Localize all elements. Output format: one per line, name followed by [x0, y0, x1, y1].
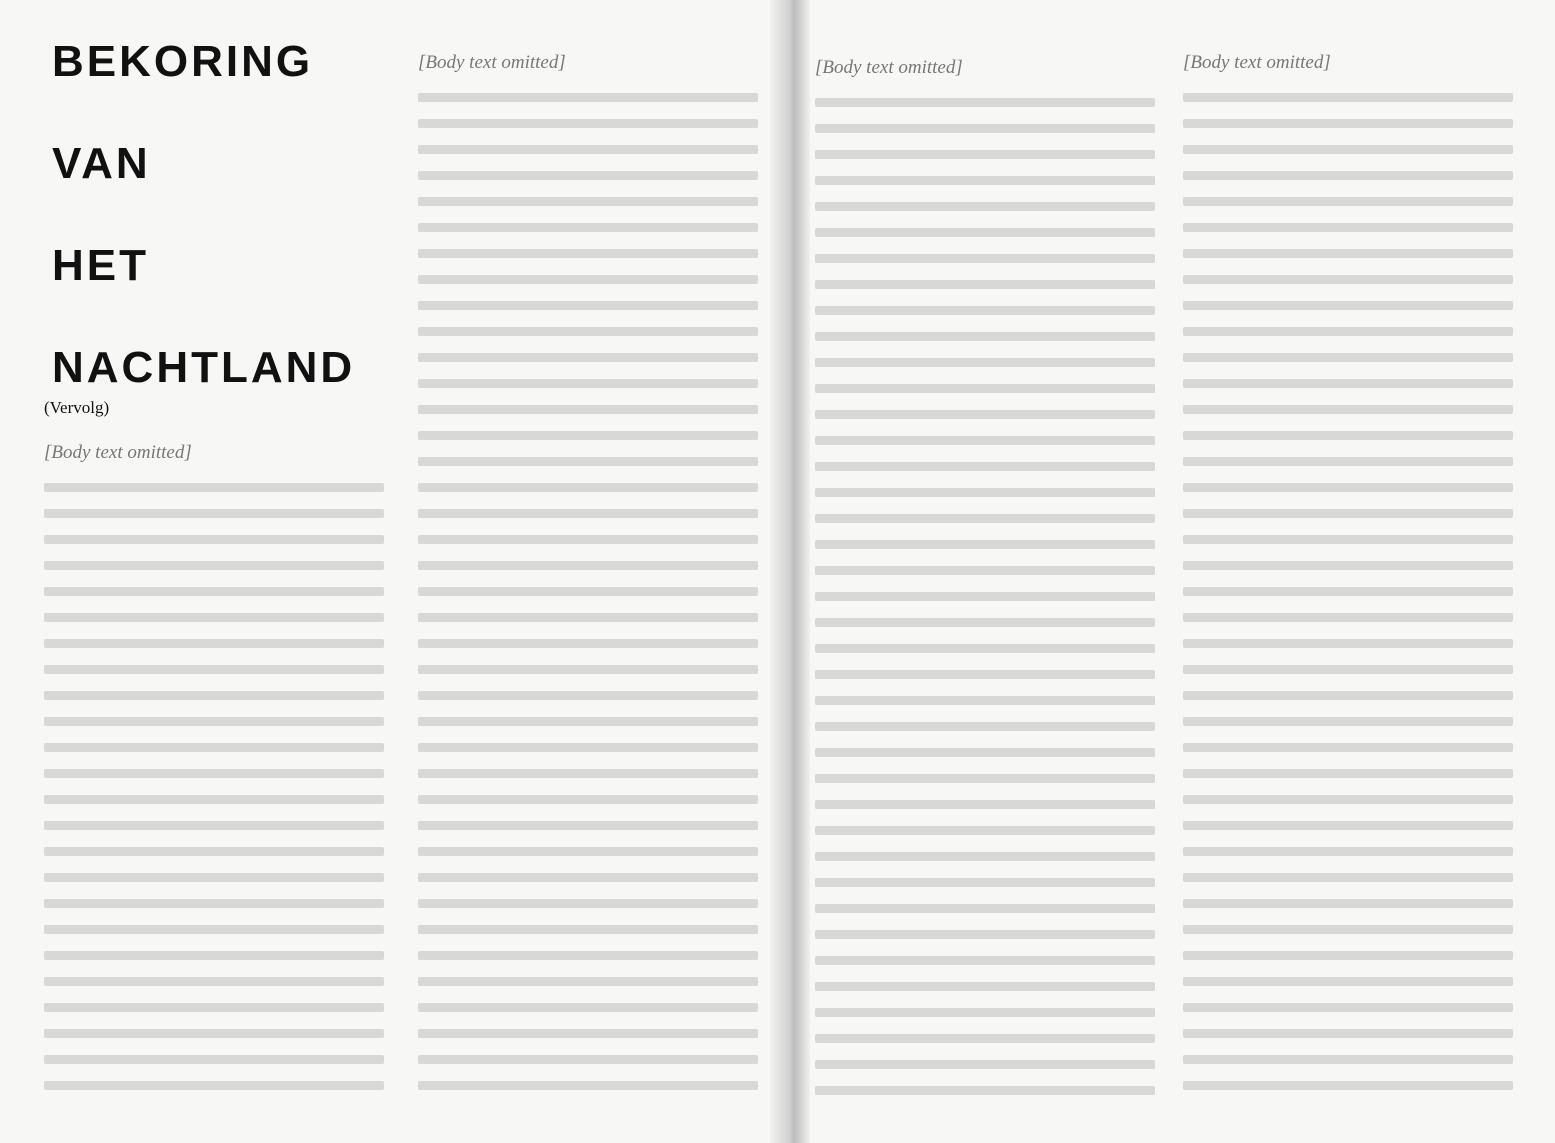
- placeholder-line: [815, 748, 1155, 757]
- placeholder-line: [418, 561, 758, 570]
- placeholder-line: [44, 821, 384, 830]
- omitted-text: [Body text omitted]: [418, 52, 566, 73]
- title-line: HET: [52, 241, 149, 290]
- placeholder-line: [1183, 1029, 1513, 1038]
- title-line: BEKORING: [52, 37, 314, 86]
- book-gutter: [770, 0, 810, 1143]
- placeholder-line: [1183, 717, 1513, 726]
- placeholder-line: [418, 509, 758, 518]
- placeholder-line: [815, 592, 1155, 601]
- placeholder-line: [1183, 275, 1513, 284]
- placeholder-line: [44, 1055, 384, 1064]
- placeholder-line: [815, 1034, 1155, 1043]
- placeholder-line: [815, 124, 1155, 133]
- placeholder-line: [815, 384, 1155, 393]
- placeholder-line: [1183, 873, 1513, 882]
- placeholder-line: [1183, 899, 1513, 908]
- placeholder-line: [418, 691, 758, 700]
- placeholder-line: [1183, 535, 1513, 544]
- placeholder-line: [815, 644, 1155, 653]
- placeholder-line: [815, 514, 1155, 523]
- omitted-text: [Body text omitted]: [44, 442, 192, 463]
- placeholder-line: [1183, 1003, 1513, 1012]
- placeholder-line: [1183, 1055, 1513, 1064]
- placeholder-line: [44, 691, 384, 700]
- placeholder-line: [418, 119, 758, 128]
- placeholder-line: [815, 1086, 1155, 1095]
- placeholder-line: [418, 639, 758, 648]
- placeholder-line: [418, 925, 758, 934]
- placeholder-line: [1183, 743, 1513, 752]
- placeholder-line: [1183, 457, 1513, 466]
- placeholder-line: [1183, 223, 1513, 232]
- placeholder-line: [815, 332, 1155, 341]
- placeholder-line: [44, 1029, 384, 1038]
- placeholder-line: [44, 587, 384, 596]
- placeholder-line: [418, 301, 758, 310]
- placeholder-line: [1183, 379, 1513, 388]
- text-column-4: [1183, 50, 1513, 1107]
- placeholder-line: [44, 639, 384, 648]
- placeholder-line: [44, 873, 384, 882]
- placeholder-line: [418, 93, 758, 102]
- placeholder-line: [1183, 561, 1513, 570]
- placeholder-line: [418, 405, 758, 414]
- placeholder-line: [815, 436, 1155, 445]
- placeholder-line: [418, 145, 758, 154]
- placeholder-line: [1183, 821, 1513, 830]
- placeholder-line: [418, 197, 758, 206]
- placeholder-line: [418, 795, 758, 804]
- placeholder-line: [815, 228, 1155, 237]
- placeholder-line: [1183, 301, 1513, 310]
- placeholder-line: [815, 800, 1155, 809]
- placeholder-line: [418, 223, 758, 232]
- placeholder-line: [815, 826, 1155, 835]
- placeholder-line: [44, 1081, 384, 1090]
- placeholder-line: [44, 743, 384, 752]
- placeholder-line: [815, 930, 1155, 939]
- placeholder-line: [815, 540, 1155, 549]
- placeholder-line: [44, 717, 384, 726]
- placeholder-line: [44, 769, 384, 778]
- placeholder-line: [418, 483, 758, 492]
- placeholder-line: [44, 977, 384, 986]
- placeholder-line: [44, 535, 384, 544]
- placeholder-line: [1183, 431, 1513, 440]
- placeholder-line: [418, 431, 758, 440]
- text-column-2: [418, 50, 758, 1107]
- placeholder-line: [1183, 769, 1513, 778]
- placeholder-line: [418, 1081, 758, 1090]
- placeholder-line: [418, 587, 758, 596]
- article-title: [52, 37, 356, 392]
- placeholder-line: [1183, 171, 1513, 180]
- placeholder-line: [418, 535, 758, 544]
- placeholder-line: [418, 665, 758, 674]
- article-subtitle: (Vervolg): [44, 398, 110, 417]
- placeholder-line: [815, 904, 1155, 913]
- placeholder-line: [815, 306, 1155, 315]
- placeholder-line: [418, 327, 758, 336]
- text-column-1: [44, 440, 384, 1107]
- placeholder-line: [418, 379, 758, 388]
- placeholder-line: [1183, 847, 1513, 856]
- placeholder-line: [815, 488, 1155, 497]
- placeholder-line: [44, 561, 384, 570]
- placeholder-line: [418, 457, 758, 466]
- placeholder-line: [1183, 145, 1513, 154]
- placeholder-line: [815, 1008, 1155, 1017]
- placeholder-line: [1183, 353, 1513, 362]
- placeholder-line: [815, 852, 1155, 861]
- placeholder-line: [815, 410, 1155, 419]
- placeholder-line: [44, 1003, 384, 1012]
- placeholder-line: [418, 769, 758, 778]
- placeholder-line: [1183, 613, 1513, 622]
- placeholder-line: [44, 483, 384, 492]
- placeholder-line: [44, 847, 384, 856]
- omitted-text: [Body text omitted]: [1183, 52, 1331, 73]
- placeholder-line: [815, 202, 1155, 211]
- placeholder-line: [815, 670, 1155, 679]
- placeholder-line: [44, 951, 384, 960]
- placeholder-line: [815, 98, 1155, 107]
- placeholder-line: [815, 566, 1155, 575]
- placeholder-line: [418, 1029, 758, 1038]
- placeholder-line: [1183, 93, 1513, 102]
- placeholder-line: [418, 613, 758, 622]
- placeholder-line: [815, 150, 1155, 159]
- title-line: VAN: [52, 139, 151, 188]
- placeholder-line: [418, 873, 758, 882]
- placeholder-line: [418, 249, 758, 258]
- placeholder-line: [1183, 327, 1513, 336]
- placeholder-line: [418, 171, 758, 180]
- placeholder-line: [1183, 665, 1513, 674]
- placeholder-line: [815, 956, 1155, 965]
- placeholder-line: [815, 358, 1155, 367]
- placeholder-line: [418, 847, 758, 856]
- placeholder-line: [1183, 509, 1513, 518]
- placeholder-line: [418, 743, 758, 752]
- placeholder-line: [44, 665, 384, 674]
- placeholder-line: [815, 722, 1155, 731]
- placeholder-line: [1183, 691, 1513, 700]
- placeholder-line: [815, 462, 1155, 471]
- placeholder-line: [1183, 119, 1513, 128]
- placeholder-line: [44, 613, 384, 622]
- placeholder-line: [44, 925, 384, 934]
- placeholder-line: [418, 977, 758, 986]
- placeholder-line: [1183, 249, 1513, 258]
- placeholder-line: [1183, 197, 1513, 206]
- placeholder-line: [418, 275, 758, 284]
- placeholder-line: [815, 1060, 1155, 1069]
- placeholder-line: [418, 353, 758, 362]
- placeholder-line: [1183, 795, 1513, 804]
- placeholder-line: [815, 280, 1155, 289]
- title-line: NACHTLAND: [52, 343, 356, 392]
- placeholder-line: [1183, 587, 1513, 596]
- omitted-text: [Body text omitted]: [815, 57, 963, 78]
- placeholder-line: [418, 1055, 758, 1064]
- placeholder-line: [418, 951, 758, 960]
- placeholder-line: [1183, 405, 1513, 414]
- placeholder-line: [1183, 483, 1513, 492]
- placeholder-line: [815, 982, 1155, 991]
- placeholder-line: [44, 509, 384, 518]
- placeholder-line: [1183, 977, 1513, 986]
- placeholder-line: [815, 696, 1155, 705]
- placeholder-line: [815, 254, 1155, 263]
- placeholder-line: [1183, 951, 1513, 960]
- placeholder-line: [1183, 1081, 1513, 1090]
- placeholder-line: [815, 176, 1155, 185]
- placeholder-line: [418, 717, 758, 726]
- placeholder-line: [44, 899, 384, 908]
- placeholder-line: [44, 795, 384, 804]
- placeholder-line: [418, 821, 758, 830]
- placeholder-line: [815, 878, 1155, 887]
- placeholder-line: [418, 899, 758, 908]
- placeholder-line: [1183, 639, 1513, 648]
- placeholder-line: [1183, 925, 1513, 934]
- placeholder-line: [815, 774, 1155, 783]
- placeholder-line: [418, 1003, 758, 1012]
- text-column-3: [815, 55, 1155, 1112]
- placeholder-line: [815, 618, 1155, 627]
